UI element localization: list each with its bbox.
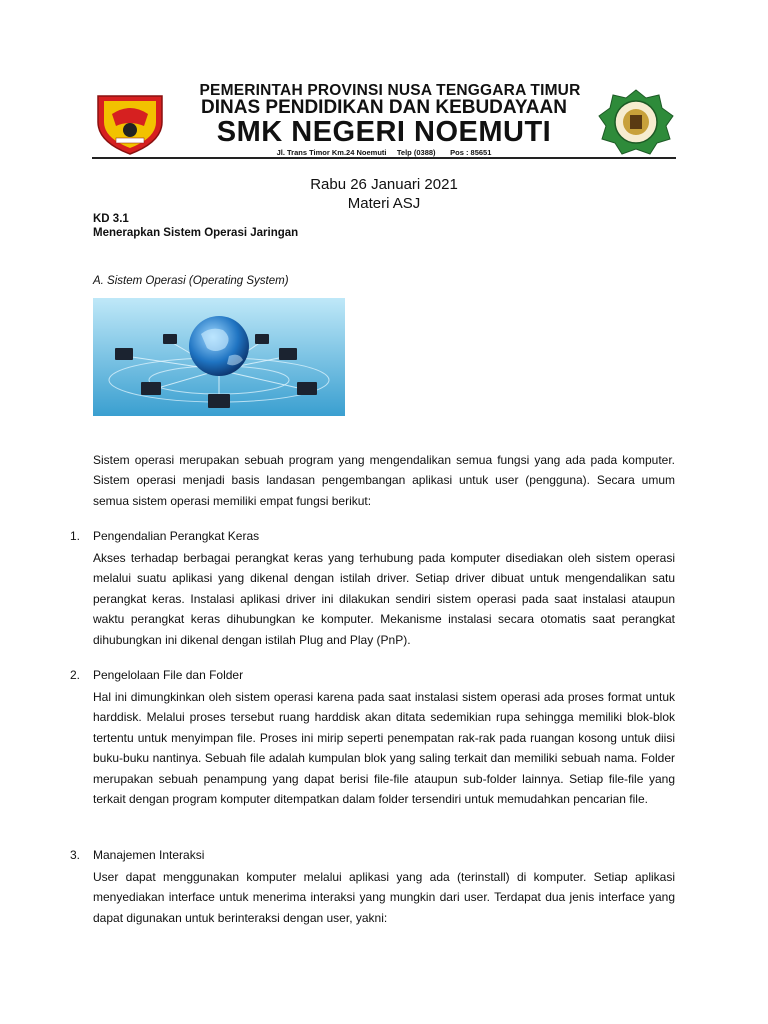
list-item-heading: Pengendalian Perangkat Keras [93, 529, 260, 543]
section-heading: A. Sistem Operasi (Operating System) [93, 275, 289, 287]
list-item-heading: Manajemen Interaksi [93, 848, 205, 862]
list-item-heading: Pengelolaan File dan Folder [93, 668, 244, 682]
letterhead-school-name: SMK NEGERI NOEMUTI [216, 116, 552, 148]
school-emblem-logo [596, 88, 676, 156]
kd-code: KD 3.1 [93, 213, 129, 225]
list-item-body: Akses terhadap berbagai perangkat keras yang terhubung pada komputer disediakan oleh sistem operasi melalui suatu aplikasi yang dikenal dengan istilah driver. Setiap driver dibuat untuk mengendalikan satu perangkat keras. Instalasi aplikasi driver ini dilakukan sendiri sistem operasi pada saat instalasi ataupun waktu perangkat keras dihubungkan ke komputer. Mekanisme instalasi secara otomatis saat perangkat dihubungkan ini dikenal dengan istilah Plug and Play (PnP). [93, 551, 675, 647]
globe-network-image [93, 298, 345, 416]
document-subject: Materi ASJ [347, 195, 421, 212]
list-item-body: User dapat menggunakan komputer melalui aplikasi yang ada (terinstall) di komputer. Setiap aplikasi menyediakan interface untuk menerima interaksi yang mungkin dari user. Terdapat dua jenis interface yang dapat digunakan untuk berinteraksi dengan user, yakni: [93, 870, 675, 925]
list-item-body: Hal ini dimungkinkan oleh sistem operasi karena pada saat instalasi sistem operasi ada proses format untuk harddisk. Melalui proses tersebut ruang harddisk akan ditata sedemikian rupa sehingga memiliki blok-blok tertentu untuk menyimpan file. Proses ini mirip seperti penempatan rak-rak pada ruangan kosong untuk diisi buku-buku nantinya. Sebuah file adalah kumpulan blok yang saling terkait dan memiliki sebuah nama. Folder merupakan sebuah penampung yang dapat berisi file-file ataupun sub-folder lainnya. Setiap file-file yang terkait dengan program komputer ditempatkan dalam folder tersendiri untuk memudahkan pencarian file. [93, 690, 675, 807]
province-emblem-logo [92, 92, 168, 156]
document-date: Rabu 26 Januari 2021 [310, 176, 458, 193]
letterhead-address: Jl. Trans Timor Km.24 Noemuti Telp (0388) Pos : 85651 [276, 148, 492, 157]
kd-title: Menerapkan Sistem Operasi Jaringan [93, 227, 299, 239]
list-item-number: 3. [70, 848, 81, 862]
list-item-number: 2. [70, 668, 81, 682]
list-item-number: 1. [70, 529, 81, 543]
letterhead-divider [92, 157, 676, 159]
intro-paragraph: Sistem operasi merupakan sebuah program yang mengendalikan semua fungsi yang ada pada komputer. Sistem operasi menjadi basis landasan pengembangan aplikasi untuk user (pengguna). Secara umum semua sistem operasi memiliki empat fungsi berikut: [93, 453, 675, 508]
letterhead-government: PEMERINTAH PROVINSI NUSA TENGGARA TIMUR [199, 82, 581, 99]
letterhead-department: DINAS PENDIDIKAN DAN KEBUDAYAAN [201, 97, 567, 118]
